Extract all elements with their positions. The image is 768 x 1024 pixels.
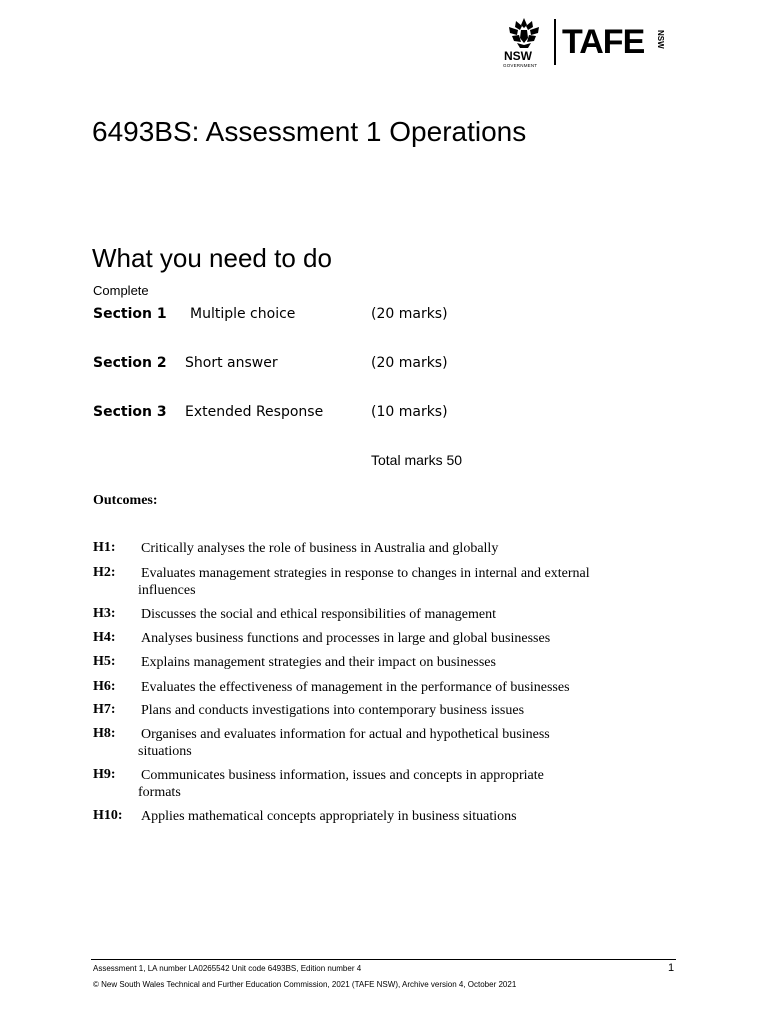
section-label: Section 3 [93,404,167,420]
outcome-code: H8: [93,726,116,741]
outcome-line: Analyses business functions and processes in large and global businesses [141,631,551,646]
outcome-text [141,654,661,671]
section-marks: (20 marks) [371,306,448,322]
outcome-text [141,540,661,557]
outcome-text [138,726,661,760]
section-label: Section 1 [93,306,167,322]
outcomes-heading: Outcomes: [93,493,158,508]
outcome-line-continued: situations [138,744,192,759]
outcome-line: Discusses the social and ethical responsibilities of management [141,607,496,622]
outcome-line: Explains management strategies and their impact on businesses [141,655,496,670]
outcome-line: Critically analyses the role of business in Australia and globally [141,541,499,556]
intro-text: Complete [93,283,149,298]
document-title: 6493BS: Assessment 1 Operations [92,116,527,147]
outcome-line: Applies mathematical concepts appropriately in business situations [141,809,517,824]
outcome-line: Evaluates the effectiveness of management in the performance of businesses [141,680,570,695]
footer-divider [91,959,676,960]
outcome-code: H7: [93,702,116,717]
outcome-code: H10: [93,808,123,823]
outcome-text [141,606,661,623]
tafe-nsw-logo [502,16,672,68]
what-you-need-heading: What you need to do [92,243,332,273]
logo-divider [554,19,556,65]
section-row-3 [93,404,693,424]
section-description: Multiple choice [190,306,296,322]
section-marks: (20 marks) [371,355,448,371]
government-wordmark: GOVERNMENT [503,63,538,68]
outcome-code: H2: [93,565,116,580]
outcome-line: Evaluates management strategies in response to changes in internal and external [141,566,590,581]
outcome-code: H4: [93,630,116,645]
footer-copyright: © New South Wales Technical and Further Education Commission, 2021 (TAFE NSW), Archive version 4, October 2021 [93,980,517,989]
outcome-text [138,565,661,599]
section-description: Short answer [185,355,278,371]
section-description: Extended Response [185,404,324,420]
outcome-code: H6: [93,679,116,694]
section-label: Section 2 [93,355,167,371]
outcome-code: H1: [93,540,116,555]
footer-document-info: Assessment 1, LA number LA0265542 Unit code 6493BS, Edition number 4 [93,964,362,973]
outcome-code: H3: [93,606,116,621]
outcome-line: Communicates business information, issues and concepts in appropriate [141,768,544,783]
outcome-line-continued: influences [138,583,196,598]
outcome-text [141,630,661,647]
outcome-code: H9: [93,767,116,782]
tafe-nsw-wordmark: NSW [656,30,665,49]
section-row-2 [93,355,693,375]
page-number: 1 [668,962,675,974]
outcome-line-continued: formats [138,785,181,800]
outcome-text [141,679,661,696]
total-marks: Total marks 50 [371,452,463,468]
outcome-code: H5: [93,654,116,669]
nsw-wordmark: NSW [504,49,532,63]
outcome-text [141,702,661,719]
section-row-1 [93,306,693,326]
outcome-text [138,767,661,801]
tafe-wordmark: TAFE [562,23,645,61]
section-marks: (10 marks) [371,404,448,420]
outcome-line: Plans and conducts investigations into contemporary business issues [141,703,525,718]
outcome-text [141,808,661,825]
outcome-line: Organises and evaluates information for actual and hypothetical business [141,727,550,742]
